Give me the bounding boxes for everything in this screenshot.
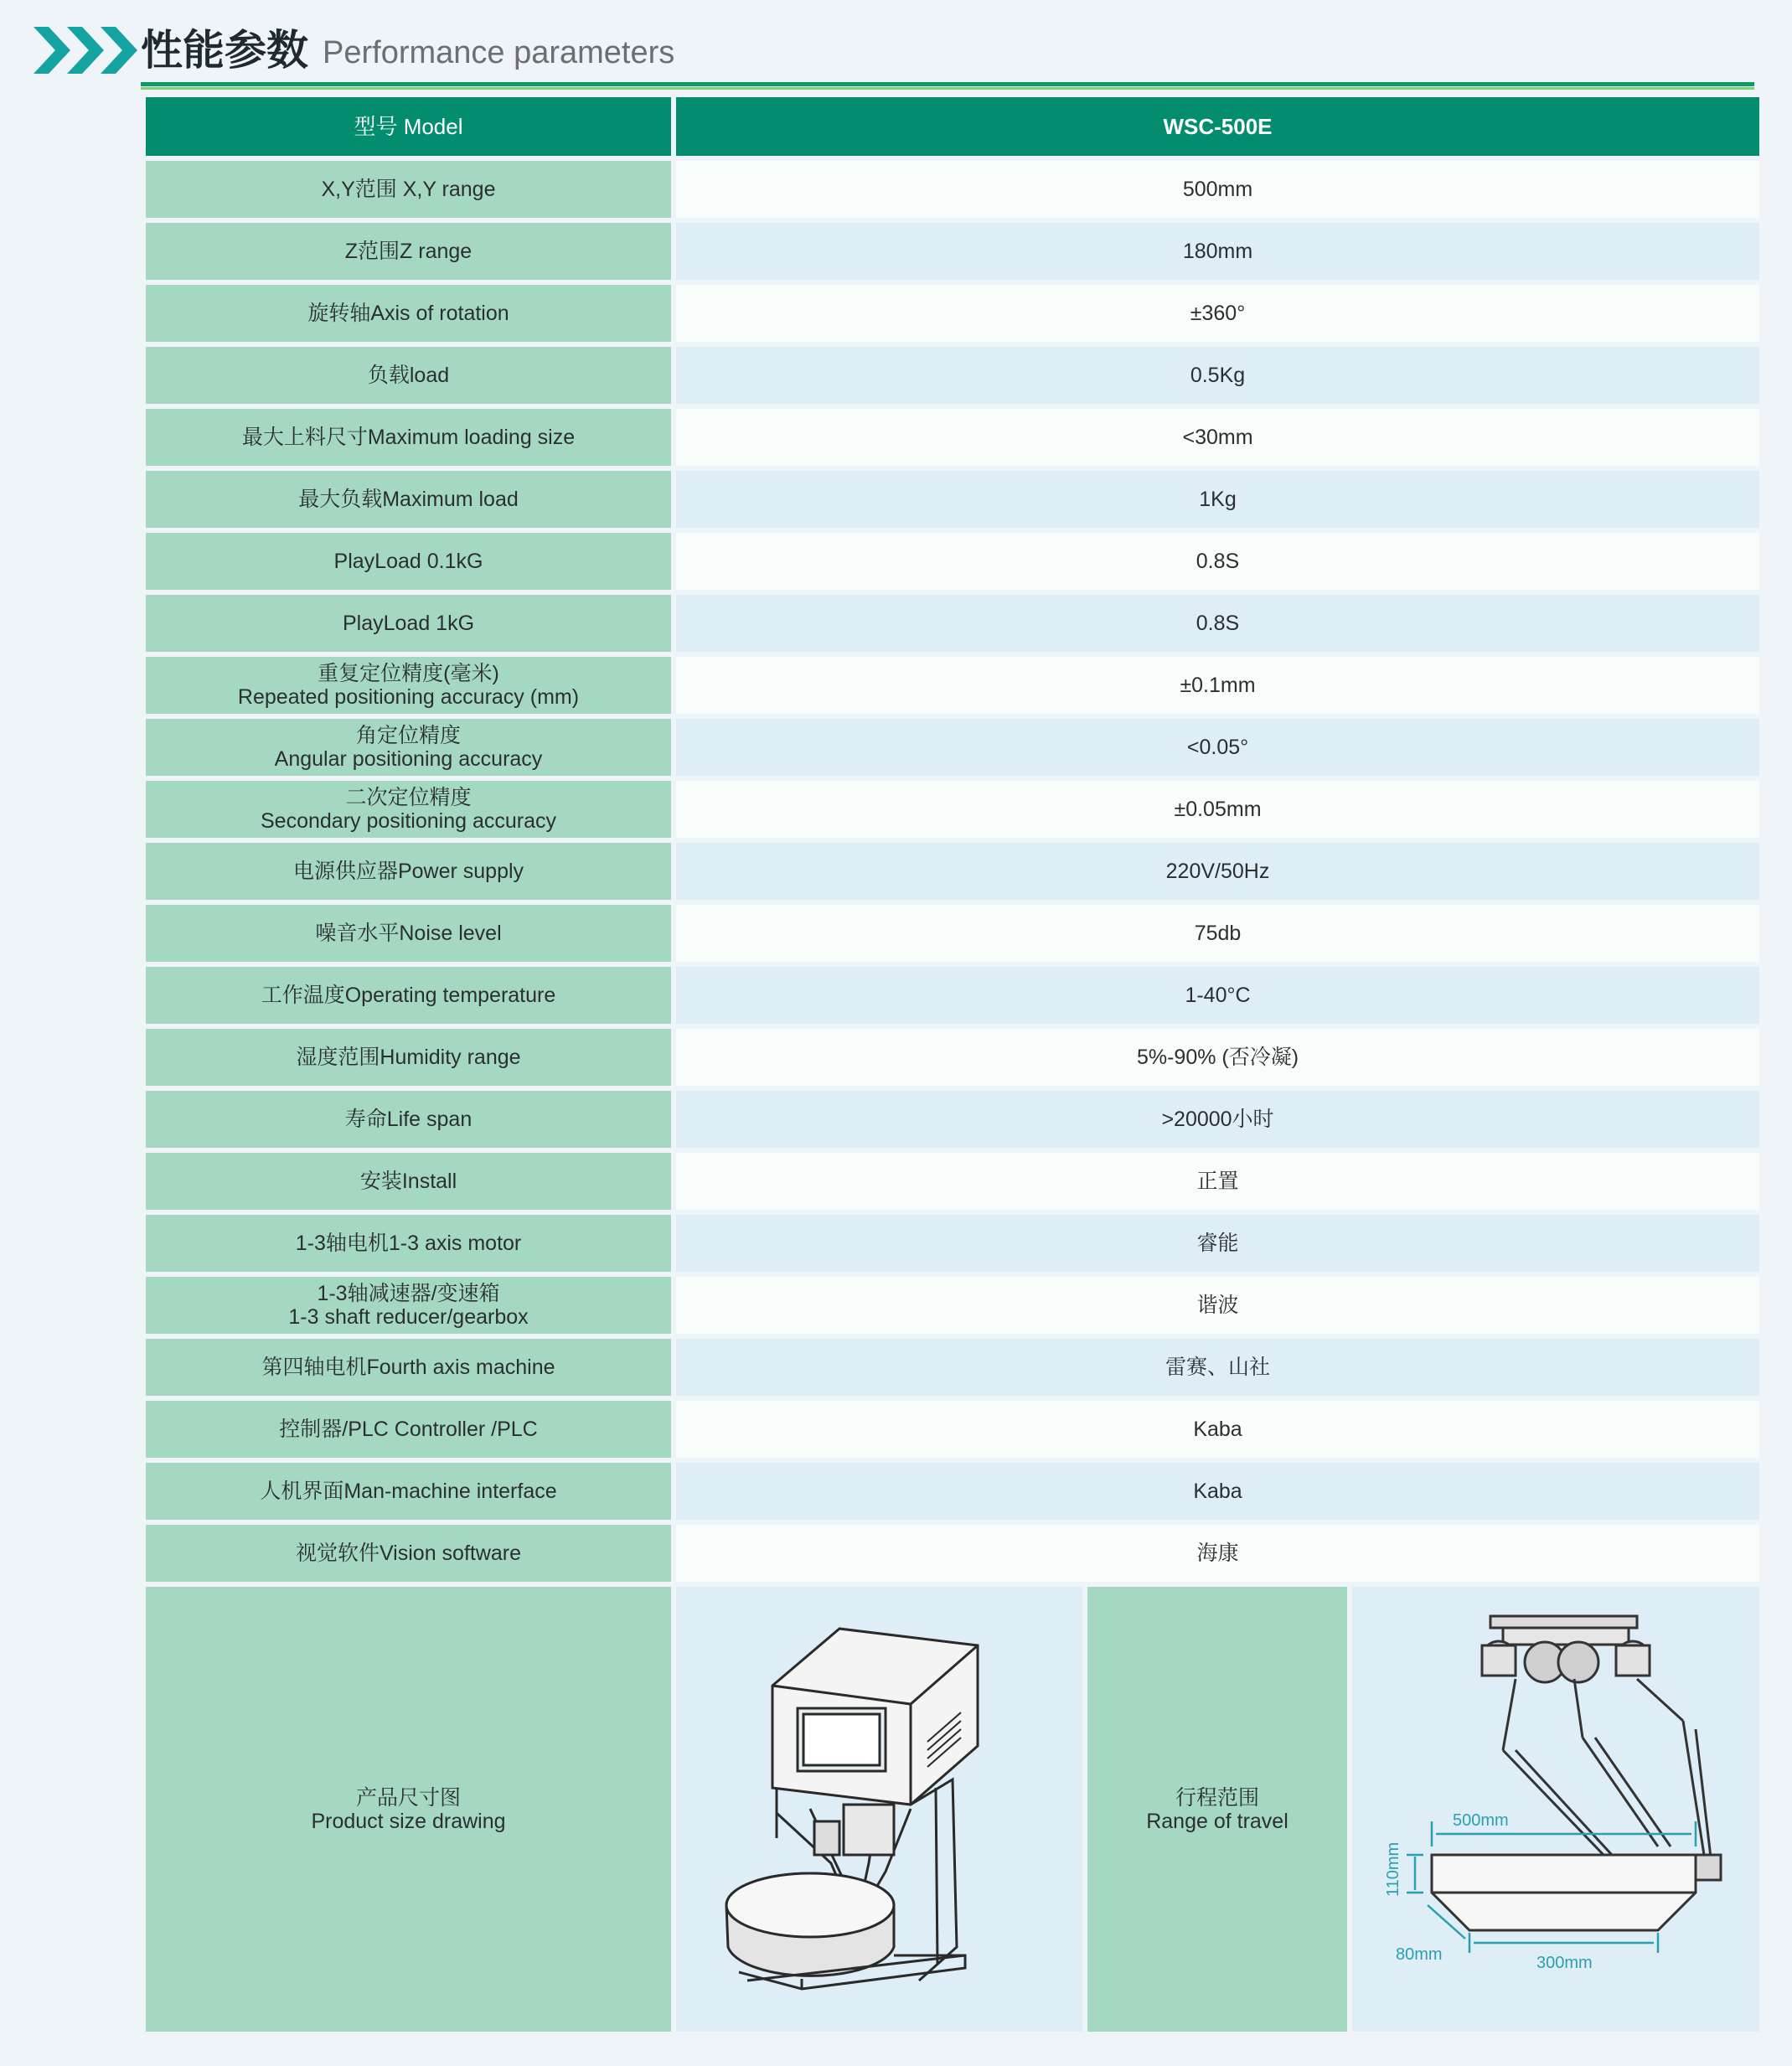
row-label-text: 1-3轴减速器/变速箱 <box>317 1282 500 1305</box>
table-row <box>146 161 1759 218</box>
range-of-travel-label <box>1087 1587 1347 2032</box>
row-label-text-en: Secondary positioning accuracy <box>261 809 556 833</box>
row-label-text: X,Y范围 X,Y range <box>321 178 496 201</box>
header-rule-accent <box>141 87 1754 90</box>
row-label-text: 负载load <box>367 364 450 387</box>
row-value: <30mm <box>676 409 1759 466</box>
row-label <box>146 967 671 1024</box>
row-value: 正置 <box>676 1153 1759 1210</box>
row-label-text: 角定位精度 <box>355 724 461 747</box>
product-drawing <box>676 1587 1082 2032</box>
row-label-text: PlayLoad 1kG <box>342 612 475 635</box>
table-row <box>146 781 1759 838</box>
product-size-label <box>146 1587 671 2032</box>
table-row <box>146 285 1759 342</box>
row-label <box>146 533 671 590</box>
row-value: 谐波 <box>676 1277 1759 1334</box>
table-row <box>146 1277 1759 1334</box>
table-row <box>146 905 1759 962</box>
row-label-text: 最大上料尺寸Maximum loading size <box>241 426 576 449</box>
model-value: WSC-500E <box>676 97 1759 156</box>
table-row <box>146 1401 1759 1458</box>
table-row <box>146 967 1759 1024</box>
table-row <box>146 1339 1759 1396</box>
row-value: 5%-90% (否冷凝) <box>676 1029 1759 1086</box>
row-label <box>146 657 671 714</box>
product-size-label-zh: 产品尺寸图 <box>355 1785 461 1810</box>
row-label-text: 控制器/PLC Controller /PLC <box>279 1418 538 1441</box>
dim-height: 110mm <box>1384 1841 1402 1897</box>
table-row <box>146 1091 1759 1148</box>
travel-range-drawing <box>1352 1587 1759 2032</box>
row-label-text: 工作温度Operating temperature <box>261 984 556 1007</box>
row-label-text-en: Repeated positioning accuracy (mm) <box>237 685 580 709</box>
product-size-label-en: Product size drawing <box>311 1809 506 1833</box>
delta-robot-machine-drawing <box>676 1587 1082 2027</box>
row-label <box>146 1401 671 1458</box>
row-label-text: 人机界面Man-machine interface <box>260 1480 557 1503</box>
row-value: 75db <box>676 905 1759 962</box>
section-title-zh: 性能参数 <box>141 26 308 75</box>
table-row <box>146 471 1759 528</box>
row-value: 0.8S <box>676 533 1759 590</box>
row-value: 睿能 <box>676 1215 1759 1272</box>
model-label: 型号 Model <box>146 97 671 156</box>
table-row <box>146 1215 1759 1272</box>
row-label <box>146 285 671 342</box>
row-value: 180mm <box>676 223 1759 280</box>
range-of-travel-label-zh: 行程范围 <box>1175 1785 1259 1810</box>
row-label <box>146 1029 671 1086</box>
row-label-text-en: 1-3 shaft reducer/gearbox <box>288 1305 529 1329</box>
spec-table <box>141 92 1764 2037</box>
row-value: ±360° <box>676 285 1759 342</box>
row-value: 0.5Kg <box>676 347 1759 404</box>
drawing-row <box>146 1587 1759 2032</box>
row-label-text: 电源供应器Power supply <box>292 860 524 883</box>
table-row <box>146 657 1759 714</box>
table-row <box>146 533 1759 590</box>
row-label <box>146 1153 671 1210</box>
row-label <box>146 781 671 838</box>
row-label-text: Z范围Z range <box>344 240 473 263</box>
row-value: 1-40°C <box>676 967 1759 1024</box>
row-label <box>146 595 671 652</box>
row-value: 海康 <box>676 1525 1759 1582</box>
header-rule <box>141 82 1754 86</box>
row-value: 1Kg <box>676 471 1759 528</box>
row-label-text-en: Angular positioning accuracy <box>274 747 543 771</box>
row-label <box>146 1277 671 1334</box>
row-value: 雷赛、山社 <box>676 1339 1759 1396</box>
travel-range-diagram <box>1352 1587 1759 2027</box>
row-label <box>146 843 671 900</box>
table-row <box>146 1463 1759 1520</box>
table-row <box>146 347 1759 404</box>
row-value: ±0.05mm <box>676 781 1759 838</box>
row-label-text: 寿命Life span <box>344 1108 473 1131</box>
row-label <box>146 223 671 280</box>
dim-width: 500mm <box>1453 1811 1509 1830</box>
row-label-text: 噪音水平Noise level <box>315 922 502 945</box>
row-label-text: 1-3轴电机1-3 axis motor <box>295 1232 522 1255</box>
row-label <box>146 1091 671 1148</box>
table-row <box>146 1029 1759 1086</box>
row-label <box>146 1463 671 1520</box>
row-value: >20000小时 <box>676 1091 1759 1148</box>
row-value: 0.8S <box>676 595 1759 652</box>
row-label <box>146 1339 671 1396</box>
table-row <box>146 595 1759 652</box>
table-row <box>146 843 1759 900</box>
range-of-travel-label-en: Range of travel <box>1146 1809 1288 1833</box>
table-row <box>146 1525 1759 1582</box>
row-label-text: 最大负载Maximum load <box>298 488 519 511</box>
row-label <box>146 347 671 404</box>
row-label <box>146 471 671 528</box>
row-label <box>146 1215 671 1272</box>
row-value: Kaba <box>676 1401 1759 1458</box>
section-title-en: Performance parameters <box>323 35 675 70</box>
dim-chamfer: 80mm <box>1396 1945 1443 1964</box>
dim-bottom: 300mm <box>1536 1954 1593 1972</box>
row-value: <0.05° <box>676 719 1759 776</box>
section-header <box>34 23 1759 82</box>
row-label-text: 旋转轴Axis of rotation <box>307 302 509 325</box>
row-label-text: 重复定位精度(毫米) <box>318 662 499 685</box>
table-row <box>146 719 1759 776</box>
table-row <box>146 223 1759 280</box>
row-label <box>146 409 671 466</box>
row-label-text: PlayLoad 0.1kG <box>333 550 483 573</box>
row-label <box>146 719 671 776</box>
row-label-text: 二次定位精度 <box>345 786 472 809</box>
row-label-text: 第四轴电机Fourth axis machine <box>261 1356 555 1379</box>
row-value: 500mm <box>676 161 1759 218</box>
row-label-text: 安装Install <box>359 1170 457 1193</box>
row-label <box>146 1525 671 1582</box>
table-row <box>146 409 1759 466</box>
row-value: 220V/50Hz <box>676 843 1759 900</box>
row-label <box>146 161 671 218</box>
row-label-text: 视觉软件Vision software <box>295 1542 522 1565</box>
row-label <box>146 905 671 962</box>
chevron-arrows-icon <box>34 27 137 74</box>
table-header-row <box>146 97 1759 156</box>
row-label-text: 湿度范围Humidity range <box>296 1046 521 1069</box>
table-row <box>146 1153 1759 1210</box>
row-value: ±0.1mm <box>676 657 1759 714</box>
row-value: Kaba <box>676 1463 1759 1520</box>
